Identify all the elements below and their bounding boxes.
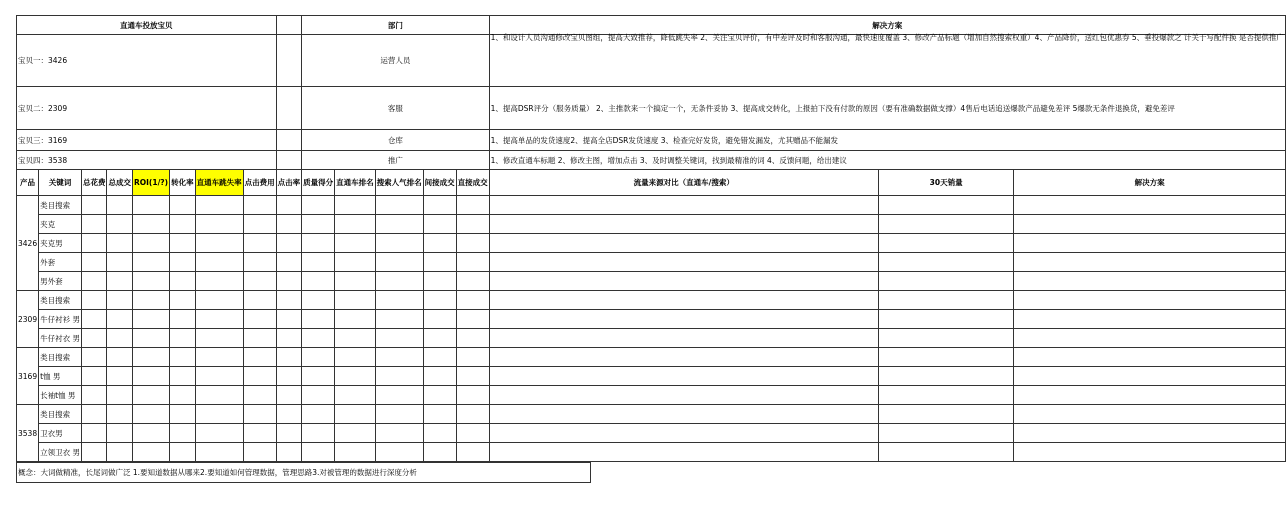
data-cell[interactable]	[335, 253, 376, 272]
data-cell[interactable]	[276, 196, 302, 215]
data-cell[interactable]	[170, 443, 196, 462]
data-cell[interactable]	[375, 253, 423, 272]
data-cell[interactable]	[423, 424, 456, 443]
data-cell[interactable]	[132, 386, 169, 405]
data-cell[interactable]	[132, 405, 169, 424]
data-cell[interactable]	[132, 329, 169, 348]
col-search-rank-header: 搜索人气排名	[375, 170, 423, 196]
data-cell[interactable]	[107, 348, 133, 367]
data-cell[interactable]	[878, 348, 1014, 367]
data-cell[interactable]	[107, 329, 133, 348]
keyword-cell: t恤 男	[39, 367, 82, 386]
keyword-cell: 立领卫衣 男	[39, 443, 82, 462]
data-cell[interactable]	[107, 386, 133, 405]
data-cell[interactable]	[132, 348, 169, 367]
data-cell[interactable]	[243, 424, 276, 443]
data-cell[interactable]	[276, 253, 302, 272]
data-cell[interactable]	[878, 424, 1014, 443]
data-cell[interactable]	[170, 367, 196, 386]
data-cell[interactable]	[423, 215, 456, 234]
data-cell[interactable]	[132, 196, 169, 215]
data-cell[interactable]	[195, 215, 243, 234]
item-label: 宝贝三：3169	[17, 130, 277, 151]
header-dept: 部门	[302, 16, 490, 35]
data-cell[interactable]	[132, 310, 169, 329]
data-cell[interactable]	[1014, 253, 1285, 272]
data-cell[interactable]	[132, 367, 169, 386]
data-cell[interactable]	[423, 272, 456, 291]
keyword-cell: 牛仔衬衣 男	[39, 329, 82, 348]
data-cell[interactable]	[456, 367, 489, 386]
col-click-cost-header: 点击费用	[243, 170, 276, 196]
data-cell[interactable]	[423, 348, 456, 367]
spacer-cell	[276, 130, 302, 151]
col-direct-deal-header: 直接成交	[456, 170, 489, 196]
data-cell[interactable]	[276, 443, 302, 462]
data-cell[interactable]	[276, 291, 302, 310]
spacer-cell	[276, 16, 302, 35]
data-cell[interactable]	[878, 196, 1014, 215]
data-cell[interactable]	[423, 196, 456, 215]
data-cell[interactable]	[878, 386, 1014, 405]
product-cell: 3538	[17, 405, 39, 462]
item-dept: 推广	[302, 151, 490, 170]
data-cell[interactable]	[302, 443, 335, 462]
keyword-cell: 牛仔衬衫 男	[39, 310, 82, 329]
data-cell[interactable]	[170, 253, 196, 272]
data-cell[interactable]	[375, 272, 423, 291]
data-cell[interactable]	[276, 310, 302, 329]
data-cell[interactable]	[81, 424, 107, 443]
data-cell[interactable]	[302, 424, 335, 443]
data-cell[interactable]	[195, 310, 243, 329]
data-cell[interactable]	[243, 386, 276, 405]
data-cell[interactable]	[456, 253, 489, 272]
data-cell[interactable]	[456, 215, 489, 234]
col-ztc-rank-header: 直通车排名	[335, 170, 376, 196]
keyword-cell: 类目搜索	[39, 291, 82, 310]
data-cell[interactable]	[107, 196, 133, 215]
data-cell[interactable]	[489, 386, 878, 405]
data-cell[interactable]	[302, 234, 335, 253]
table-row	[17, 443, 1286, 462]
keyword-cell: 类目搜索	[39, 348, 82, 367]
data-cell[interactable]	[107, 443, 133, 462]
data-cell[interactable]	[335, 367, 376, 386]
data-cell[interactable]	[423, 310, 456, 329]
data-cell[interactable]	[375, 424, 423, 443]
data-cell[interactable]	[243, 367, 276, 386]
data-cell[interactable]	[107, 291, 133, 310]
data-cell[interactable]	[335, 405, 376, 424]
data-cell[interactable]	[81, 405, 107, 424]
data-cell[interactable]	[456, 443, 489, 462]
data-cell[interactable]	[335, 272, 376, 291]
data-cell[interactable]	[81, 329, 107, 348]
data-cell[interactable]	[302, 348, 335, 367]
data-cell[interactable]	[170, 215, 196, 234]
data-cell[interactable]	[195, 424, 243, 443]
data-cell[interactable]	[107, 253, 133, 272]
item-label: 宝贝一：3426	[17, 35, 277, 87]
data-cell[interactable]	[195, 329, 243, 348]
item-dept: 仓库	[302, 130, 490, 151]
data-cell[interactable]	[1014, 234, 1285, 253]
data-cell[interactable]	[132, 253, 169, 272]
data-cell[interactable]	[423, 443, 456, 462]
data-cell[interactable]	[195, 272, 243, 291]
data-cell[interactable]	[243, 272, 276, 291]
data-cell[interactable]	[195, 348, 243, 367]
keyword-cell: 夹克男	[39, 234, 82, 253]
data-cell[interactable]	[423, 405, 456, 424]
data-cell[interactable]	[302, 405, 335, 424]
item-label: 宝贝二：2309	[17, 87, 277, 130]
table-row	[17, 272, 1286, 291]
data-cell[interactable]	[878, 310, 1014, 329]
data-cell[interactable]	[302, 329, 335, 348]
data-cell[interactable]	[878, 291, 1014, 310]
data-cell[interactable]	[489, 443, 878, 462]
data-cell[interactable]	[878, 253, 1014, 272]
data-cell[interactable]	[423, 329, 456, 348]
data-cell[interactable]	[243, 310, 276, 329]
data-cell[interactable]	[107, 272, 133, 291]
table-row	[17, 424, 1286, 443]
data-cell[interactable]	[195, 367, 243, 386]
data-cell[interactable]	[335, 348, 376, 367]
data-cell[interactable]	[878, 405, 1014, 424]
data-cell[interactable]	[423, 234, 456, 253]
item-solution: 1、和设计人员沟通修改宝贝图组，提高大致推荐，降低跳失率 2、关注宝贝评价，有中差评及时和客服沟通，最快速度覆盖 3、修改产品标题（增加自然搜索权重）4、产品降价，送红包优惠券 5、垂投爆款之 计关于写配件换 是否提供推广	[489, 35, 1285, 87]
data-cell[interactable]	[375, 367, 423, 386]
data-cell[interactable]	[456, 196, 489, 215]
data-cell[interactable]	[81, 348, 107, 367]
data-cell[interactable]	[375, 386, 423, 405]
item-solution: 1、修改直通车标题 2、修改主图，增加点击 3、及时调整关键词，找到最精准的词 4、反馈问题，给出建议	[489, 151, 1285, 170]
data-cell[interactable]	[456, 234, 489, 253]
data-cell[interactable]	[132, 424, 169, 443]
data-cell[interactable]	[456, 405, 489, 424]
data-cell[interactable]	[302, 272, 335, 291]
data-cell[interactable]	[375, 405, 423, 424]
data-cell[interactable]	[456, 386, 489, 405]
data-cell[interactable]	[195, 253, 243, 272]
data-cell[interactable]	[170, 329, 196, 348]
data-cell[interactable]	[489, 196, 878, 215]
data-cell[interactable]	[243, 234, 276, 253]
data-cell[interactable]	[243, 348, 276, 367]
data-cell[interactable]	[1014, 348, 1285, 367]
footer-note: 概念：大词做精准，长尾词做广泛 1.要知道数据从哪来2.要知道如何管理数据，管理思路3.对被管理的数据进行深度分析	[17, 463, 591, 483]
data-cell[interactable]	[243, 329, 276, 348]
col-conversion-header: 转化率	[170, 170, 196, 196]
keyword-cell: 外套	[39, 253, 82, 272]
data-cell[interactable]	[107, 310, 133, 329]
data-cell[interactable]	[878, 215, 1014, 234]
data-cell[interactable]	[170, 405, 196, 424]
data-cell[interactable]	[878, 329, 1014, 348]
data-cell[interactable]	[489, 329, 878, 348]
data-cell[interactable]	[170, 196, 196, 215]
data-cell[interactable]	[1014, 291, 1285, 310]
data-cell[interactable]	[489, 291, 878, 310]
data-cell[interactable]	[170, 424, 196, 443]
keyword-cell: 类目搜索	[39, 405, 82, 424]
data-cell[interactable]	[132, 443, 169, 462]
data-cell[interactable]	[489, 234, 878, 253]
data-cell[interactable]	[107, 367, 133, 386]
data-cell[interactable]	[170, 272, 196, 291]
data-cell[interactable]	[335, 329, 376, 348]
product-cell: 2309	[17, 291, 39, 348]
data-cell[interactable]	[132, 234, 169, 253]
data-cell[interactable]	[335, 215, 376, 234]
data-cell[interactable]	[107, 234, 133, 253]
data-cell[interactable]	[489, 424, 878, 443]
col-roi-header: ROI(1/?)	[132, 170, 169, 196]
data-cell[interactable]	[170, 291, 196, 310]
data-cell[interactable]	[489, 405, 878, 424]
data-cell[interactable]	[81, 234, 107, 253]
data-cell[interactable]	[81, 253, 107, 272]
data-cell[interactable]	[132, 272, 169, 291]
data-cell[interactable]	[276, 405, 302, 424]
col-product-header: 产品	[17, 170, 39, 196]
col-keyword-header: 关键词	[39, 170, 82, 196]
data-cell[interactable]	[81, 291, 107, 310]
data-cell[interactable]	[276, 367, 302, 386]
col-ctr-header: 点击率	[276, 170, 302, 196]
data-cell[interactable]	[456, 348, 489, 367]
spacer-cell	[276, 87, 302, 130]
data-cell[interactable]	[81, 215, 107, 234]
col-quality-score-header: 质量得分	[302, 170, 335, 196]
data-cell[interactable]	[243, 196, 276, 215]
keyword-cell: 男外套	[39, 272, 82, 291]
spacer-cell	[276, 35, 302, 87]
data-cell[interactable]	[456, 329, 489, 348]
data-cell[interactable]	[456, 272, 489, 291]
table-row	[17, 348, 1286, 367]
data-cell[interactable]	[107, 424, 133, 443]
data-cell[interactable]	[456, 310, 489, 329]
data-cell[interactable]	[302, 386, 335, 405]
data-cell[interactable]	[276, 329, 302, 348]
data-cell[interactable]	[170, 386, 196, 405]
data-cell[interactable]	[878, 272, 1014, 291]
data-cell[interactable]	[276, 424, 302, 443]
table-row	[17, 234, 1286, 253]
data-cell[interactable]	[170, 234, 196, 253]
data-cell[interactable]	[81, 310, 107, 329]
data-cell[interactable]	[489, 310, 878, 329]
data-cell[interactable]	[302, 367, 335, 386]
data-cell[interactable]	[1014, 405, 1285, 424]
data-cell[interactable]	[423, 367, 456, 386]
data-cell[interactable]	[1014, 424, 1285, 443]
data-cell[interactable]	[335, 424, 376, 443]
data-cell[interactable]	[878, 234, 1014, 253]
data-cell[interactable]	[81, 386, 107, 405]
keyword-cell: 卫衣男	[39, 424, 82, 443]
header-title: 直通车投放宝贝	[17, 16, 277, 35]
table-row	[17, 215, 1286, 234]
data-cell[interactable]	[243, 291, 276, 310]
data-cell[interactable]	[1014, 272, 1285, 291]
data-cell[interactable]	[456, 424, 489, 443]
data-cell[interactable]	[423, 253, 456, 272]
table-row	[17, 196, 1286, 215]
footer-table	[16, 462, 591, 483]
plan-table	[16, 15, 1286, 462]
data-cell[interactable]	[243, 443, 276, 462]
data-cell[interactable]	[276, 234, 302, 253]
table-row	[17, 291, 1286, 310]
item-solution: 1、提高单品的发货速度2、提高全店DSR发货速度 3、检查完好发货，避免错发漏发，尤其赠品不能漏发	[489, 130, 1285, 151]
data-cell[interactable]	[302, 253, 335, 272]
data-cell[interactable]	[81, 196, 107, 215]
table-row	[17, 405, 1286, 424]
data-cell[interactable]	[276, 386, 302, 405]
data-cell[interactable]	[375, 348, 423, 367]
data-cell[interactable]	[1014, 329, 1285, 348]
data-cell[interactable]	[132, 291, 169, 310]
data-cell[interactable]	[335, 291, 376, 310]
data-cell[interactable]	[335, 443, 376, 462]
data-cell[interactable]	[375, 196, 423, 215]
col-solution-header: 解决方案	[1014, 170, 1285, 196]
data-cell[interactable]	[243, 405, 276, 424]
data-cell[interactable]	[243, 253, 276, 272]
table-row	[17, 386, 1286, 405]
data-cell[interactable]	[1014, 367, 1285, 386]
spacer-cell	[276, 151, 302, 170]
data-cell[interactable]	[489, 253, 878, 272]
data-cell[interactable]	[302, 310, 335, 329]
item-dept: 客服	[302, 87, 490, 130]
data-cell[interactable]	[107, 215, 133, 234]
data-cell[interactable]	[302, 196, 335, 215]
keyword-cell: 类目搜索	[39, 196, 82, 215]
item-solution: 1、提高DSR评分（服务质量） 2、主推款来一个搞定一个，无条件妥协 3、提高成交转化，上报拍下没有付款的原因（要有准确数据做支撑）4售后电话追送爆款产品避免差评 5爆款无条件退换货，避免差评	[489, 87, 1285, 130]
data-cell[interactable]	[489, 215, 878, 234]
data-cell[interactable]	[81, 443, 107, 462]
data-cell[interactable]	[375, 310, 423, 329]
data-cell[interactable]	[335, 310, 376, 329]
keyword-cell: 长袖t恤 男	[39, 386, 82, 405]
data-cell[interactable]	[423, 386, 456, 405]
data-cell[interactable]	[276, 348, 302, 367]
item-dept: 运营人员	[302, 35, 490, 87]
keyword-cell: 夹克	[39, 215, 82, 234]
data-cell[interactable]	[423, 291, 456, 310]
data-cell[interactable]	[1014, 386, 1285, 405]
data-cell[interactable]	[170, 348, 196, 367]
data-cell[interactable]	[375, 234, 423, 253]
data-cell[interactable]	[195, 234, 243, 253]
data-cell[interactable]	[335, 386, 376, 405]
header-solution: 解决方案	[489, 16, 1285, 35]
data-cell[interactable]	[302, 291, 335, 310]
data-cell[interactable]	[195, 386, 243, 405]
data-cell[interactable]	[375, 291, 423, 310]
data-cell[interactable]	[276, 272, 302, 291]
data-cell[interactable]	[489, 367, 878, 386]
data-cell[interactable]	[1014, 196, 1285, 215]
col-total-cost-header: 总花费	[81, 170, 107, 196]
data-cell[interactable]	[195, 291, 243, 310]
data-cell[interactable]	[489, 348, 878, 367]
table-row	[17, 329, 1286, 348]
data-cell[interactable]	[1014, 215, 1285, 234]
col-total-deal-header: 总成交	[107, 170, 133, 196]
spreadsheet	[16, 15, 1286, 483]
column-header-row	[17, 170, 1286, 196]
data-cell[interactable]	[243, 215, 276, 234]
table-row	[17, 253, 1286, 272]
data-cell[interactable]	[107, 405, 133, 424]
col-bounce-rate-header: 直通车跳失率	[195, 170, 243, 196]
table-row	[17, 310, 1286, 329]
product-cell: 3426	[17, 196, 39, 291]
data-cell[interactable]	[132, 215, 169, 234]
data-cell[interactable]	[276, 215, 302, 234]
col-indirect-deal-header: 间接成交	[423, 170, 456, 196]
data-cell[interactable]	[375, 443, 423, 462]
data-cell[interactable]	[489, 272, 878, 291]
data-cell[interactable]	[81, 272, 107, 291]
data-cell[interactable]	[1014, 443, 1285, 462]
col-traffic-source-header: 流量来源对比（直通车/搜索）	[489, 170, 878, 196]
data-cell[interactable]	[456, 291, 489, 310]
data-cell[interactable]	[878, 367, 1014, 386]
data-cell[interactable]	[878, 443, 1014, 462]
data-cell[interactable]	[375, 329, 423, 348]
product-cell: 3169	[17, 348, 39, 405]
table-row	[17, 367, 1286, 386]
data-cell[interactable]	[375, 215, 423, 234]
item-label: 宝贝四：3538	[17, 151, 277, 170]
col-30day-sales-header: 30天销量	[878, 170, 1014, 196]
data-cell[interactable]	[335, 234, 376, 253]
data-cell[interactable]	[81, 367, 107, 386]
data-cell[interactable]	[335, 196, 376, 215]
data-cell[interactable]	[170, 310, 196, 329]
data-cell[interactable]	[195, 443, 243, 462]
data-cell[interactable]	[195, 405, 243, 424]
data-cell[interactable]	[1014, 310, 1285, 329]
data-cell[interactable]	[195, 196, 243, 215]
data-cell[interactable]	[302, 215, 335, 234]
